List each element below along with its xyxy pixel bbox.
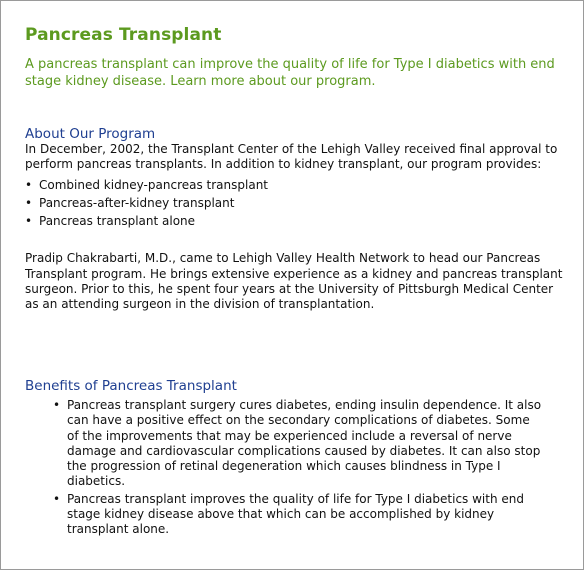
about-heading: About Our Program (25, 126, 156, 142)
list-item: • Pancreas transplant improves the quality of life for Type I diabetics with end stage kidney disease above that which can be accomplished by kidney transplant alone. (25, 492, 545, 538)
list-item: • Pancreas transplant surgery cures diabetes, ending insulin dependence. It also can have a positive effect on the secondary complications of diabetes. Some of the improvements that may be experienced include a reversal of nerve damage and cardiovascular complications caused by diabetes. It can also stop the progression of retinal degeneration which causes blindness in Type I diabetics. (25, 398, 545, 490)
benefits-section (25, 378, 545, 540)
page-title: Pancreas Transplant (25, 25, 222, 45)
benefits-list (25, 398, 545, 538)
benefits-heading: Benefits of Pancreas Transplant (25, 378, 237, 394)
program-list (25, 176, 565, 231)
list-item: • Pancreas-after-kidney transplant (25, 194, 565, 212)
list-item: • Pancreas transplant alone (25, 212, 565, 230)
surgeon-bio: Pradip Chakrabarti, M.D., came to Lehigh Valley Health Network to head our Pancreas Transplant program. He brings extensive experience as a kidney and pancreas transplant surgeon. Prior to this, he spent four years at the University of Pittsburgh Medical Center as an attending surgeon in the division of transplantation. (25, 251, 563, 312)
list-item: • Combined kidney-pancreas transplant (25, 176, 565, 194)
intro-text: A pancreas transplant can improve the quality of life for Type I diabetics with end stage kidney disease. Learn more about our program. (25, 57, 555, 89)
about-paragraph: In December, 2002, the Transplant Center of the Lehigh Valley received final approval to perform pancreas transplants. In addition to kidney transplant, our program provides: (25, 142, 558, 172)
about-section (25, 126, 565, 313)
main-content (25, 24, 565, 537)
